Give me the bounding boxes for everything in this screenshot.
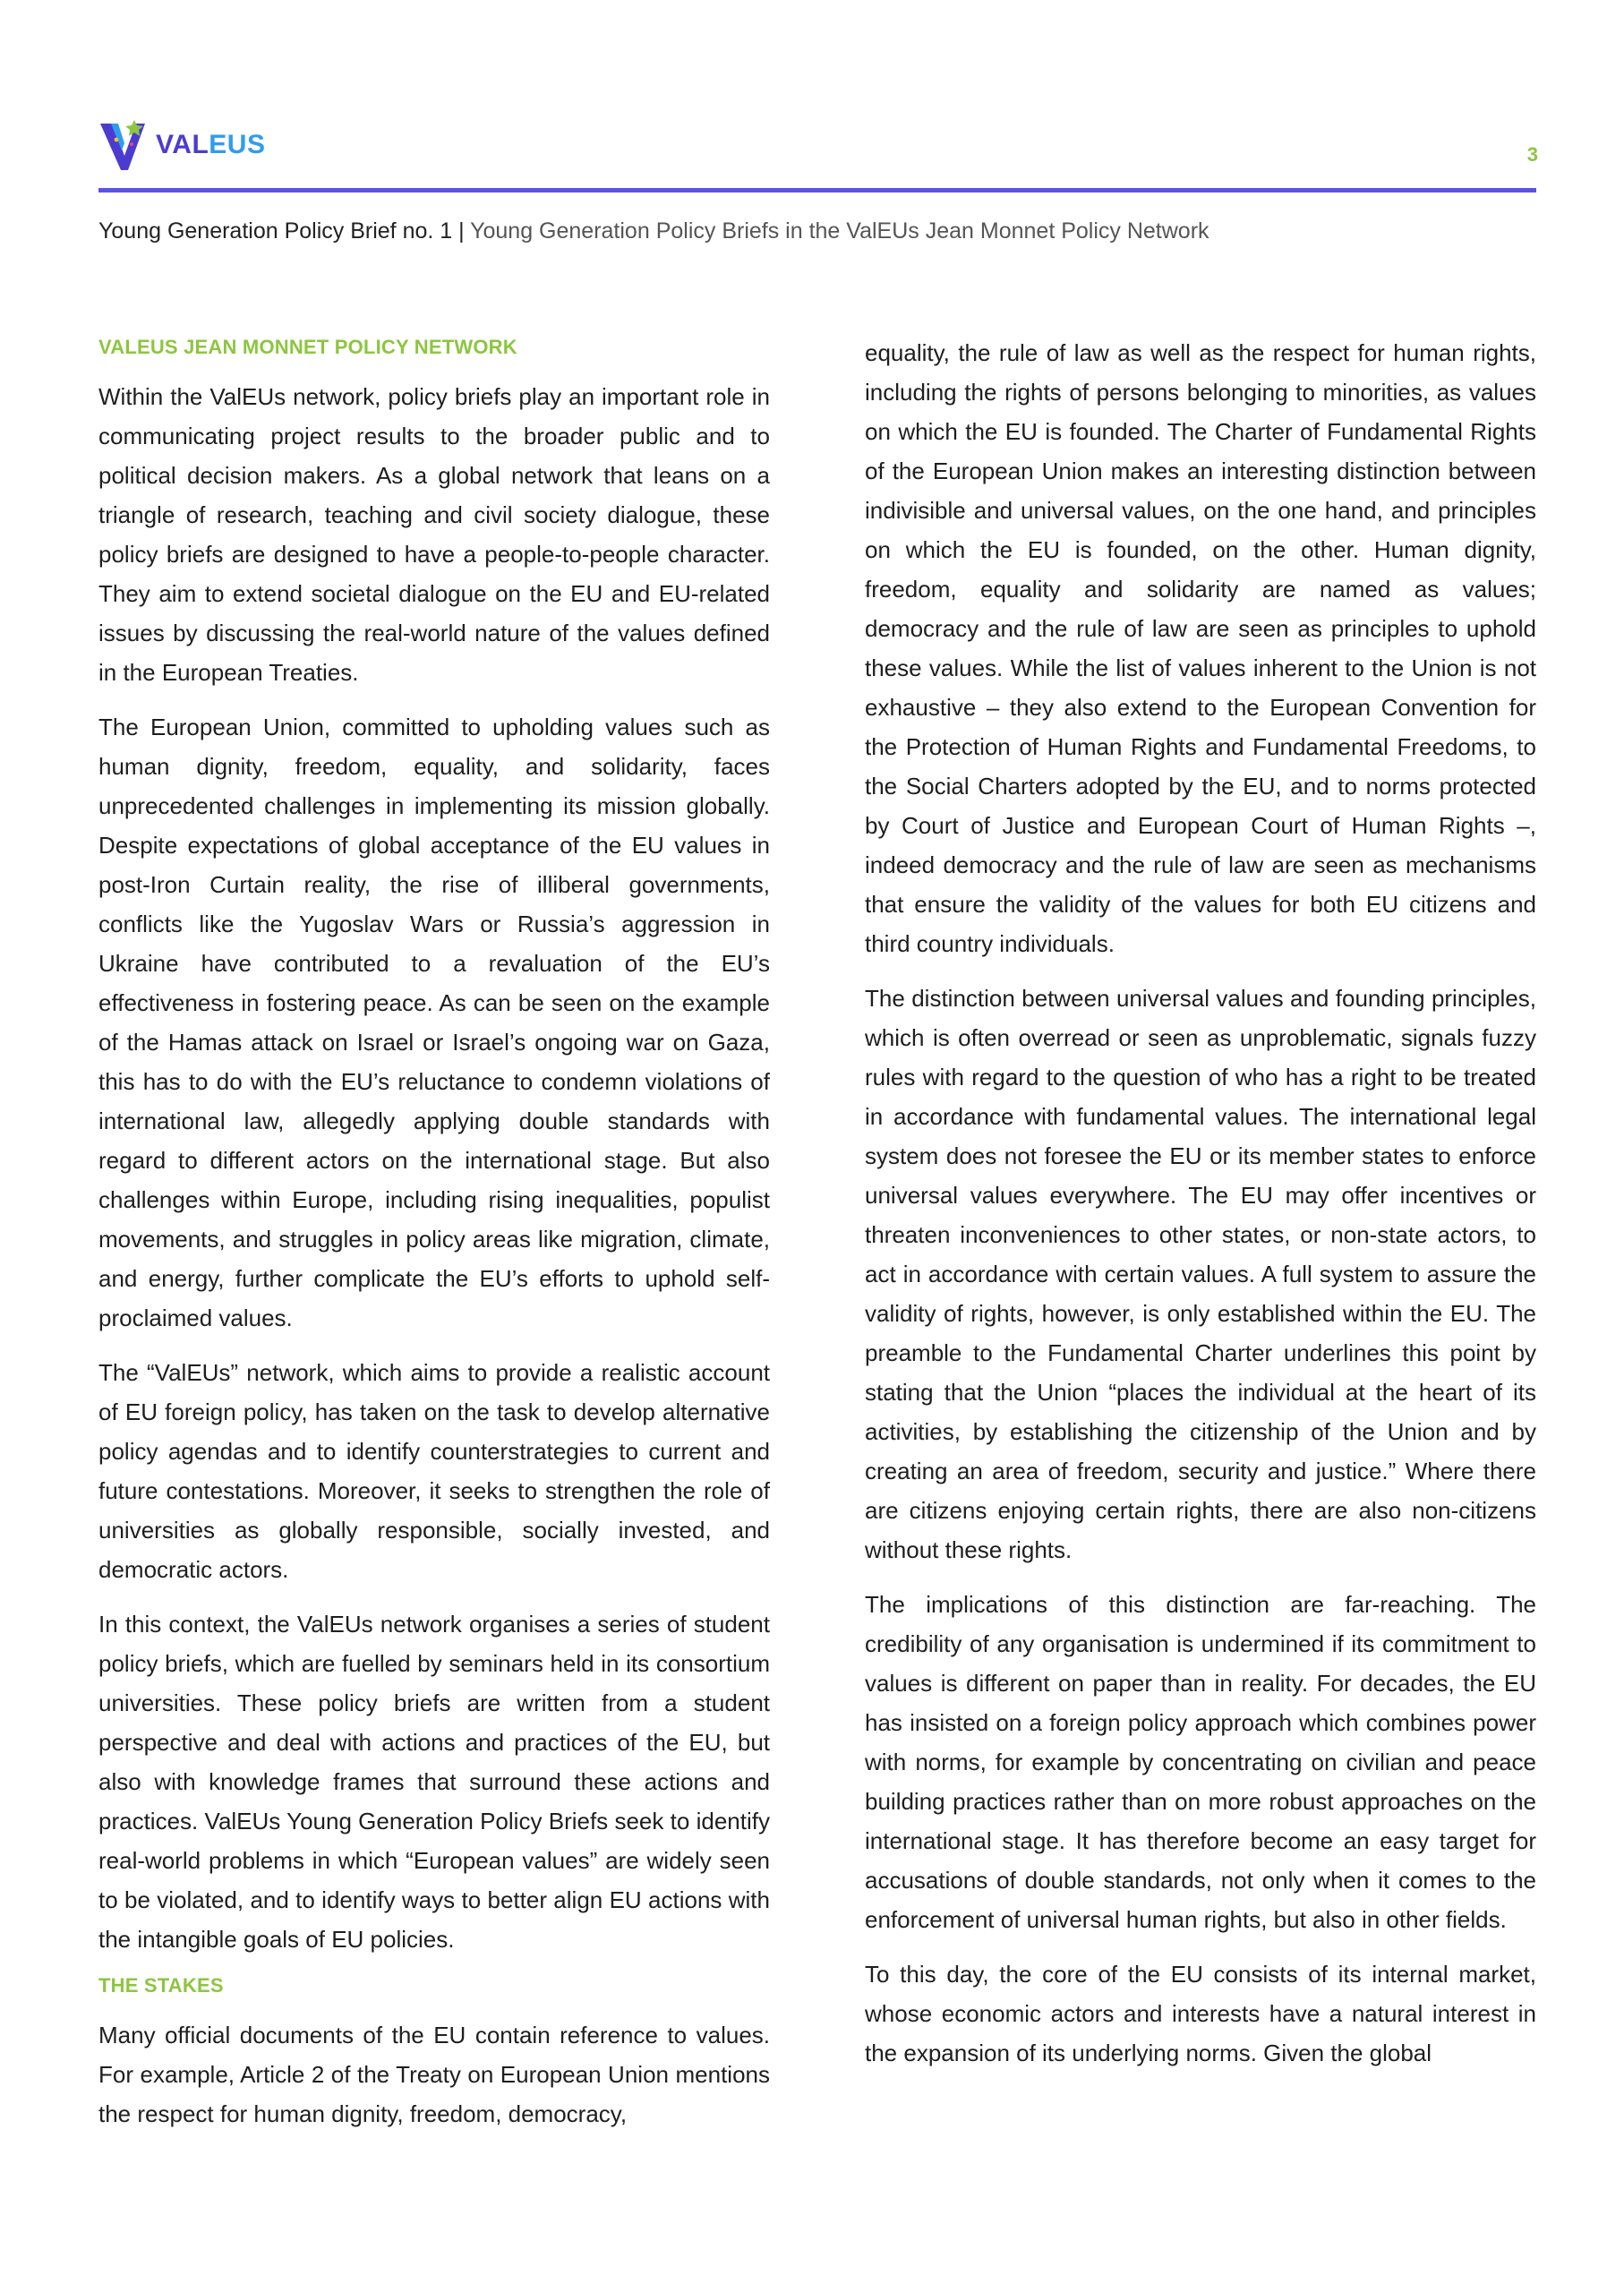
right-column xyxy=(865,333,1536,2088)
paragraph: The distinction between universal values and founding principles, which is often overread or seen as unproblematic, signals fuzzy rules with regard to the question of who has a right to be treated in accordance with fundamental values. The international legal system does not foresee the EU or its member states to enforce universal values everywhere. The EU may offer incentives or threaten inconveniences to other states, or non-state actors, to act in accordance with certain values. A full system to assure the validity of rights, however, is only established within the EU. The preamble to the Fundamental Charter underlines this point by stating that the Union “places the individual at the heart of its activities, by establishing the citizenship of the Union and by creating an area of freedom, security and justice.” Where there are citizens enjoying certain rights, there are also non-citizens without these rights. xyxy=(865,985,1536,1563)
logo-wordmark-val: VAL xyxy=(156,130,209,159)
paragraph: The “ValEUs” network, which aims to provide a realistic account of EU foreign policy, has taken on the task to develop alternative policy agendas and to identify counterstrategies to current and future contestations. Moreover, it seeks to strengthen the role of universities as globally responsible, socially invested, and democratic actors. xyxy=(98,1359,770,1583)
paragraph: The implications of this distinction are far-reaching. The credibility of any organisation is undermined if its commitment to values is different on paper than in reality. For decades, the EU has insisted on a foreign policy approach which combines power with norms, for example by concentrating on civilian and peace building practices rather than on more robust approaches on the international stage. It has therefore become an easy target for accusations of double standards, not only when it comes to the enforcement of universal human rights, but also in other fields. xyxy=(865,1591,1536,1933)
logo-wordmark-eus: EUS xyxy=(209,130,266,159)
paragraph: Many official documents of the EU contain reference to values. For example, Article 2 of the Treaty on European Union mentions the respect for human dignity, freedom, democracy, xyxy=(98,2022,770,2127)
valeus-v-logo-icon xyxy=(98,116,150,174)
left-column xyxy=(98,336,770,2149)
paragraph: equality, the rule of law as well as the respect for human rights, including the rights of persons belonging to minorities, as values on which the EU is founded. The Charter of Fundamental Rights of the European Union makes an interesting distinction between indivisible and universal values, on the one hand, and principles on which the EU is founded, on the other. Human dignity, freedom, equality and solidarity are named as values; democracy and the rule of law are seen as principles to uphold these values. While the list of values inherent to the Union is not exhaustive – they also extend to the European Convention for the Protection of Human Rights and Fundamental Freedoms, to the Social Charters adopted by the EU, and to norms protected by Court of Justice and European Court of Human Rights –, indeed democracy and the rule of law are seen as mechanisms that ensure the validity of the values for both EU citizens and third country individuals. xyxy=(865,339,1536,957)
running-header xyxy=(98,218,1209,244)
header-divider xyxy=(98,188,1536,192)
running-header-title: Young Generation Policy Brief no. 1 xyxy=(98,218,453,244)
logo-wordmark xyxy=(156,130,265,160)
valeus-logo xyxy=(98,116,265,174)
paragraph: To this day, the core of the EU consists of its internal market, whose economic actors and interests have a natural interest in the expansion of its underlying norms. Given the global xyxy=(865,1961,1536,2066)
page-number: 3 xyxy=(1526,143,1538,166)
paragraph: In this context, the ValEUs network organises a series of student policy briefs, which are fuelled by seminars held in its consortium universities. These policy briefs are written from a student perspective and deal with actions and practices of the EU, but also with knowledge frames that surround these actions and practices. ValEUs Young Generation Policy Briefs seek to identify real-world problems in which “European values” are widely seen to be violated, and to identify ways to better align EU actions with the intangible goals of EU policies. xyxy=(98,1611,770,1953)
paragraph: Within the ValEUs network, policy briefs play an important role in communicating project results to the broader public and to political decision makers. As a global network that leans on a triangle of research, teaching and civil society dialogue, these policy briefs are designed to have a people-to-people character. They aim to extend societal dialogue on the EU and EU-related issues by discussing the real-world nature of the values defined in the European Treaties. xyxy=(98,383,770,686)
section-heading-stakes: THE STAKES xyxy=(98,1974,224,1997)
paragraph: The European Union, committed to upholding values such as human dignity, freedom, equality, and solidarity, faces unprecedented challenges in implementing its mission globally. Despite expectations of global acceptance of the EU values in post-Iron Curtain reality, the rise of illiberal governments, conflicts like the Yugoslav Wars or Russia’s aggression in Ukraine have contributed to a revaluation of the EU’s effectiveness in fostering peace. As can be seen on the example of the Hamas attack on Israel or Israel’s ongoing war on Gaza, this has to do with the EU’s reluctance to condemn violations of international law, allegedly applying double standards with regard to different actors on the international stage. But also challenges within Europe, including rising inequalities, populist movements, and struggles in policy areas like migration, climate, and energy, further complicate the EU’s efforts to uphold self-proclaimed values. xyxy=(98,714,770,1331)
section-heading-network: VALEUS JEAN MONNET POLICY NETWORK xyxy=(98,336,517,358)
running-header-subtitle: Young Generation Policy Briefs in the ValEUs Jean Monnet Policy Network xyxy=(470,218,1209,244)
running-header-separator: | xyxy=(452,218,471,244)
